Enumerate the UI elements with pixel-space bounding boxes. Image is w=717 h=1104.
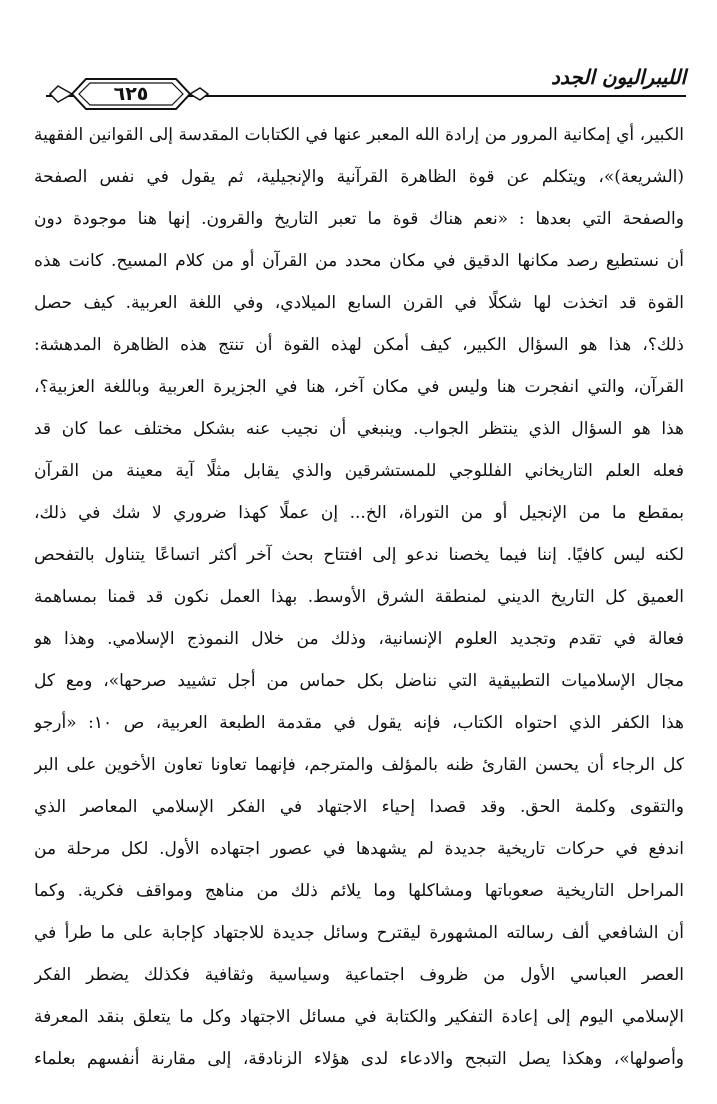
text-line: مجال الإسلاميات التطبيقية التي نناضل بكل حماس من أجل تشييد صرحها»، ومع كل [34, 671, 684, 691]
text-line: وأصولها»، وهكذا يصل التبجح والادعاء لدى هؤلاء الزنادقة، إلى مقارنة أنفسهم بعلماء [34, 1049, 684, 1069]
running-title: الليبراليون الجدد [550, 65, 686, 89]
text-line: اندفع في حركات تاريخية جديدة لم يشهدها في عصور اجتهاده الأول. لكل مرحلة من [34, 839, 684, 859]
text-line: والصفحة التي بعدها : «نعم هناك قوة ما تعبر التاريخ والقرون. إنها هنا موجودة دون [34, 209, 684, 229]
text-line: القرآن، والتي انفجرت هنا وليس في مكان آخر، هنا في الجزيرة العربية وباللغة العزبية؟، [34, 377, 684, 397]
page-number: ٦٢٥ [113, 83, 149, 105]
text-line: القوة قد اتخذت لها شكلًا في القرن السابع الميلادي، وفي اللغة العربية. كيف حصل [34, 293, 684, 313]
text-line: أن نستطيع رصد مكانها الدقيق في مكان محدد من القرآن أو من كلام المسيح. كانت هذه [34, 251, 684, 271]
text-line: هذا الكفر الذي احتواه الكتاب، فإنه يقول في مقدمة الطبعة العربية، ص ١٠: «أرجو [34, 713, 684, 733]
text-line: والتقوى وكلمة الحق. وقد قصدا إحياء الاجتهاد في الفكر الإسلامي المعاصر الذي [34, 797, 684, 817]
text-line: العصر العباسي الأول من ظروف اجتماعية وسياسية وثقافية فكذلك يضطر الفكر [34, 965, 684, 985]
text-line: بمقطع ما من الإنجيل أو من التوراة، الخ... إن عملًا كهذا ضروري لا شك في ذلك، [34, 503, 684, 523]
text-line: كل الرجاء أن يحسن القارئ ظنه بالمؤلف والمترجم، فإنهما تعاونا تعاون الأخوين على البر [34, 755, 684, 775]
text-line: لكنه ليس كافيًا. إننا فيما يخصنا ندعو إلى افتتاح بحث آخر أكثر اتساعًا يتناول بالتفحص [34, 545, 684, 565]
text-line: هذا هو السؤال الذي ينتظر الجواب. وينبغي أن نجيب عنه بشكل مختلف عما كان قد [34, 419, 684, 439]
text-line: (الشريعة)»، ويتكلم عن قوة الظاهرة القرآنية والإنجيلية، ثم يقول في نفس الصفحة [34, 167, 684, 187]
text-line: الكبير، أي إمكانية المرور من إرادة الله المعبر عنها في الكتابات المقدسة إلى القوانين الفقهية [34, 125, 684, 145]
text-line: فعله العلم التاريخاني الفللوجي للمستشرقين والذي يقابل مثلًا آية معينة من القرآن [34, 461, 684, 481]
body-text [34, 114, 684, 1080]
text-line: العميق كل التاريخ الديني لمنطقة الشرق الأوسط. بهذا العمل نكون قد قمنا بمساهمة [34, 587, 684, 607]
text-line: فعالة في تقدم وتجديد العلوم الإنسانية، وذلك من خلال النموذج الإسلامي. وهذا هو [34, 629, 684, 649]
text-line: ذلك؟، هذا هو السؤال الكبير، كيف أمكن لهذه القوة أن تنتج هذه الظاهرة المدهشة: [34, 335, 684, 355]
text-line: أن الشافعي ألف رسالته المشهورة ليقترح وسائل جديدة للاجتهاد كإجابة على ما طرأ في [34, 923, 684, 943]
page-number-frame [86, 78, 176, 110]
text-line: المراحل التاريخية صعوباتها ومشاكلها وما يلائم ذلك من مناهج ومواقف فكرية. وكما [34, 881, 684, 901]
page-header [34, 62, 686, 112]
text-line: الإسلامي اليوم إلى إعادة التفكير والكتابة في مسائل الاجتهاد وكل ما يتعلق بنقد المعرفة [34, 1007, 684, 1027]
